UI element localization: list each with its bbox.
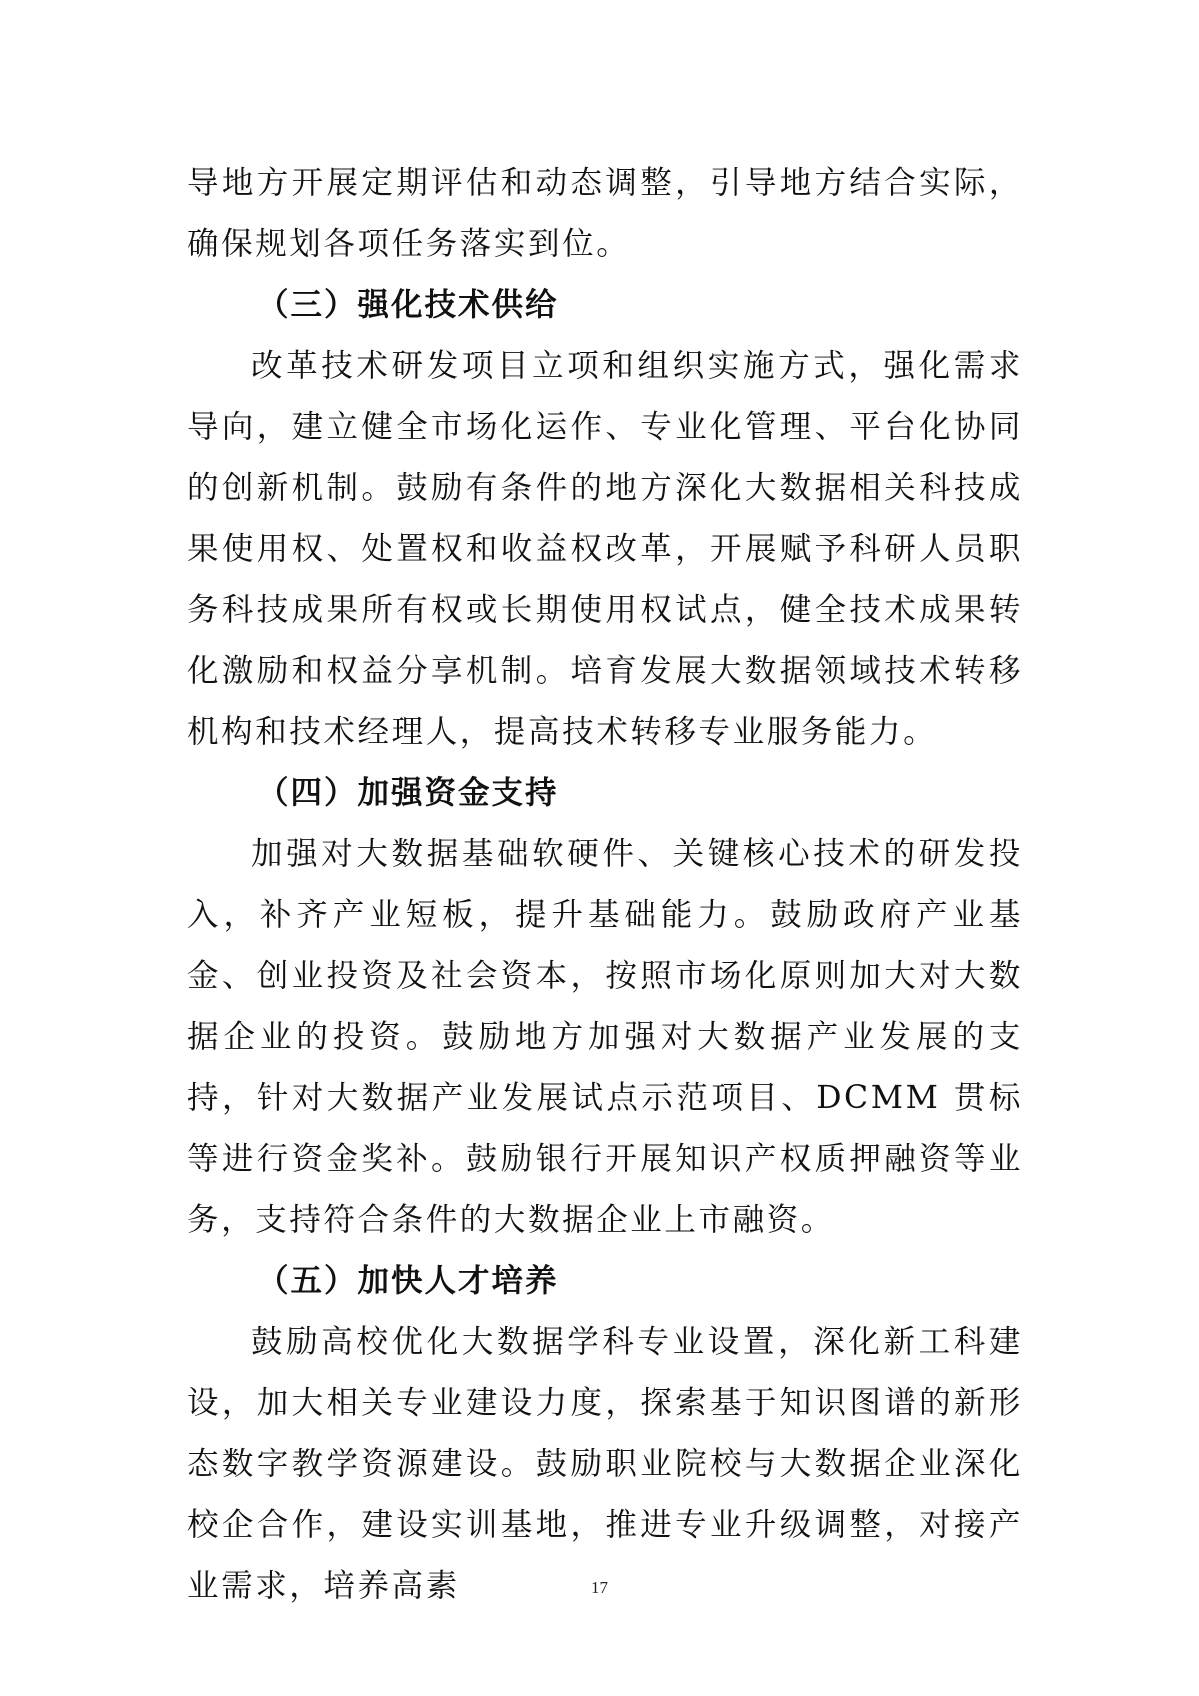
section-heading-3: （三）强化技术供给 xyxy=(257,287,559,323)
page-number: 17 xyxy=(591,1578,608,1597)
section-heading-5: （五）加快人才培养 xyxy=(257,1263,559,1299)
paragraph-continuation: 导地方开展定期评估和动态调整，引导地方结合实际，确保规划各项任务落实到位。 xyxy=(187,165,1023,262)
paragraph-talent-cultivation: 鼓励高校优化大数据学科专业设置，深化新工科建设，加大相关专业建设力度，探索基于知识图谱的新形态数字教学资源建设。鼓励职业院校与大数据企业深化校企合作，建设实训基地，推进专业升级调整，对接产业需求，培养高素 xyxy=(187,1324,1023,1604)
paragraph-technology-supply: 改革技术研发项目立项和组织实施方式，强化需求导向，建立健全市场化运作、专业化管理、平台化协同的创新机制。鼓励有条件的地方深化大数据相关科技成果使用权、处置权和收益权改革，开展赋予科研人员职务科技成果所有权或长期使用权试点，健全技术成果转化激励和权益分享机制。培育发展大数据领域技术转移机构和技术经理人，提高技术转移专业服务能力。 xyxy=(187,348,1023,750)
section-heading-4: （四）加强资金支持 xyxy=(257,775,559,811)
paragraph-funding-support: 加强对大数据基础软硬件、关键核心技术的研发投入，补齐产业短板，提升基础能力。鼓励政府产业基金、创业投资及社会资本，按照市场化原则加大对大数据企业的投资。鼓励地方加强对大数据产业发展的支持，针对大数据产业发展试点示范项目、DCMM 贯标等进行资金奖补。鼓励银行开展知识产权质押融资等业务，支持符合条件的大数据企业上市融资。 xyxy=(187,836,1023,1238)
document-body xyxy=(187,153,1023,1617)
